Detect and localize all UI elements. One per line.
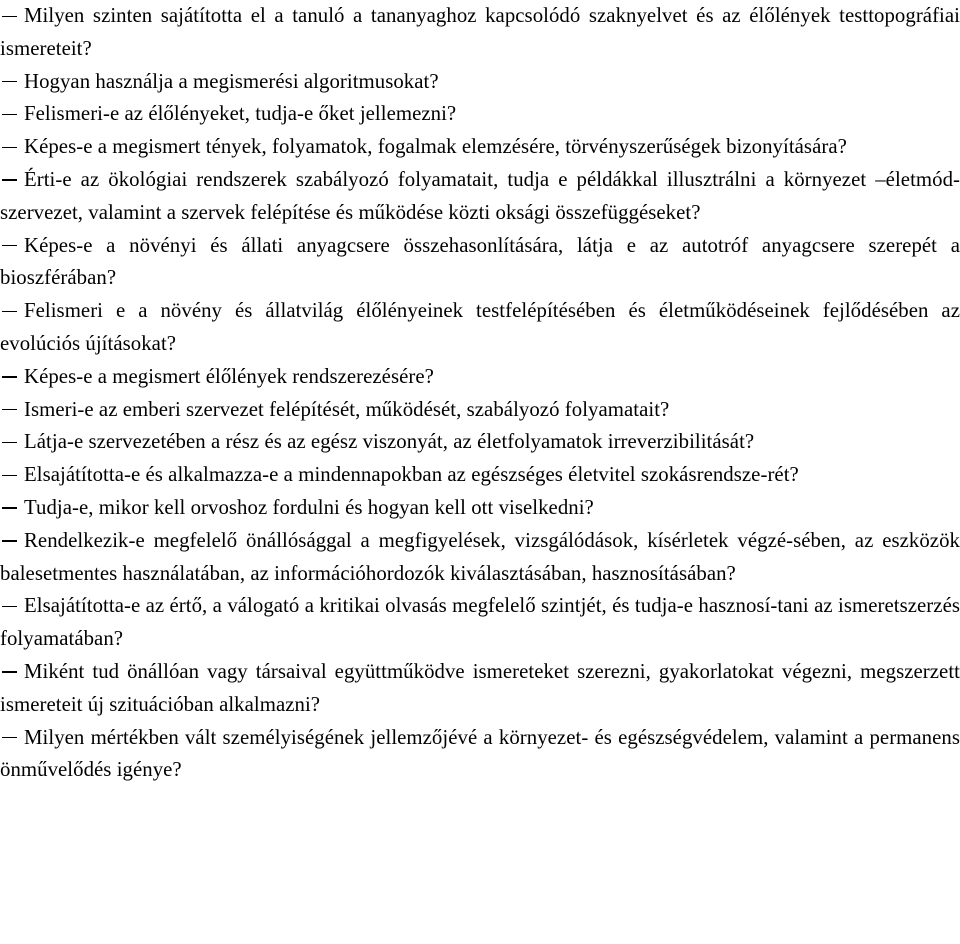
dash-bullet-icon [2, 475, 17, 476]
question-text: Felismeri-e az élőlényeket, tudja-e őket jellemezni? [24, 102, 457, 126]
question-text: Rendelkezik-e megfelelő önállósággal a megfigyelések, vizsgálódások, kísérletek végzé-sében, az eszközök balesetmentes használatában, az információhordozók kiválasztásában, hasznosításában? [0, 528, 960, 585]
question-text: Képes-e a megismert élőlények rendszerezésére? [24, 364, 434, 388]
dash-bullet-icon [2, 376, 17, 377]
question-text: Ismeri-e az emberi szervezet felépítését, működését, szabályozó folyamatait? [24, 397, 670, 421]
dash-bullet-icon [2, 147, 17, 148]
dash-bullet-icon [2, 409, 17, 410]
list-item [0, 98, 960, 131]
question-text: Miként tud önállóan vagy társaival együttműködve ismereteket szerezni, gyakorlatokat végezni, megszerzett ismereteit új szituációban alkalmazni? [0, 659, 960, 716]
dash-bullet-icon [2, 179, 17, 180]
list-item [0, 295, 960, 361]
list-item [0, 164, 960, 230]
question-text: Milyen szinten sajátította el a tanuló a tananyaghoz kapcsolódó szaknyelvet és az élőlények testtopográfiai ismereteit? [0, 4, 960, 60]
list-item [0, 525, 960, 591]
question-text: Elsajátította-e az értő, a válogató a kritikai olvasás megfelelő szintjét, és tudja-e hasznosí-tani az ismeretszerzés folyamatában? [0, 594, 960, 651]
question-text: Felismeri e a növény és állatvilág élőlényeinek testfelépítésében és életműködéseinek fejlődésében az evolúciós újításokat? [0, 299, 960, 355]
question-text: Képes-e a növényi és állati anyagcsere összehasonlítására, látja e az autotróf anyagcsere szerepét a bioszférában? [0, 233, 960, 290]
list-item [0, 656, 960, 722]
dash-bullet-icon [2, 16, 17, 17]
dash-bullet-icon [2, 245, 17, 246]
list-item [0, 0, 960, 66]
question-text: Érti-e az ökológiai rendszerek szabályozó folyamatait, tudja e példákkal illusztrálni a környezet –életmód- szervezet, valamint a szervek felépítése és működése közti oksági összefüggéseket? [0, 167, 960, 224]
dash-bullet-icon [2, 311, 17, 312]
question-text: Látja-e szervezetében a rész és az egész viszonyát, az életfolyamatok irreverzibilitását? [24, 430, 755, 454]
dash-bullet-icon [2, 540, 17, 541]
dash-bullet-icon [2, 606, 17, 607]
question-text: Hogyan használja a megismerési algoritmusokat? [24, 69, 439, 93]
list-item [0, 230, 960, 296]
list-item [0, 66, 960, 99]
dash-bullet-icon [2, 114, 17, 115]
question-text: Képes-e a megismert tények, folyamatok, fogalmak elemzésére, törvényszerűségek bizonyítására? [24, 135, 847, 159]
question-text: Elsajátította-e és alkalmazza-e a mindennapokban az egészséges életvitel szokásrendsze-rét? [24, 463, 799, 487]
list-item [0, 492, 960, 525]
question-text: Milyen mértékben vált személyiségének jellemzőjévé a környezet- és egészségvédelem, valamint a permanens önművelődés igénye? [0, 725, 960, 782]
dash-bullet-icon [2, 671, 17, 672]
list-item [0, 426, 960, 459]
list-item [0, 590, 960, 656]
list-item [0, 394, 960, 427]
list-item [0, 131, 960, 164]
dash-bullet-icon [2, 442, 17, 443]
question-text: Tudja-e, mikor kell orvoshoz fordulni és hogyan kell ott viselkedni? [24, 495, 594, 519]
dash-bullet-icon [2, 507, 17, 508]
dash-bullet-icon [2, 737, 17, 738]
list-item [0, 459, 960, 492]
list-item [0, 361, 960, 394]
list-item [0, 722, 960, 788]
dash-bullet-icon [2, 81, 17, 82]
